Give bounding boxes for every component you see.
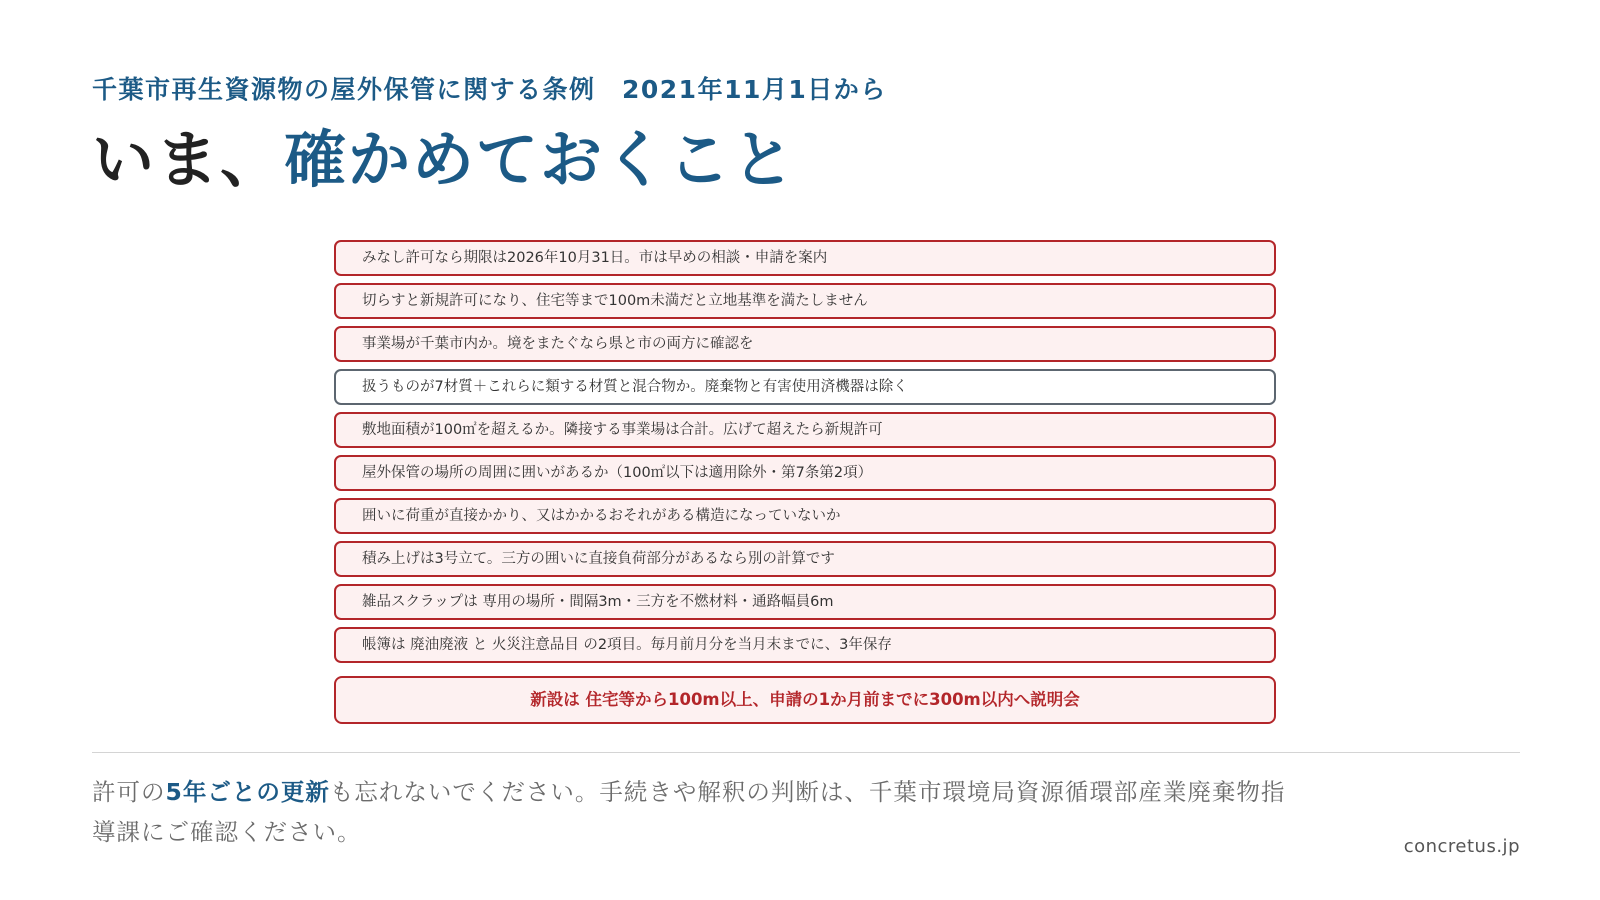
checklist-item: 屋外保管の場所の周囲に囲いがあるか（100㎡以下は適用除外・第7条第2項） bbox=[334, 455, 1276, 491]
slide-subtitle: 千葉市再生資源物の屋外保管に関する条例 2021年11月1日から bbox=[92, 75, 887, 104]
title-accent: 確かめておくこと bbox=[284, 123, 797, 196]
checklist-item: 帳簿は 廃油廃液 と 火災注意品目 の2項目。毎月前月分を当月末までに、3年保存 bbox=[334, 627, 1276, 663]
checklist bbox=[334, 240, 1276, 724]
slide-title bbox=[92, 123, 797, 196]
checklist-item: 切らすと新規許可になり、住宅等まで100m未満だと立地基準を満たしません bbox=[334, 283, 1276, 319]
title-prefix: いま、 bbox=[92, 123, 285, 196]
checklist-item: 敷地面積が100㎡を超えるか。隣接する事業場は合計。広げて超えたら新規許可 bbox=[334, 412, 1276, 448]
brand-label: concretus.jp bbox=[1403, 836, 1520, 857]
checklist-item: みなし許可なら期限は2026年10月31日。市は早めの相談・申請を案内 bbox=[334, 240, 1276, 276]
checklist-item: 扱うものが7材質＋これらに類する材質と混合物か。廃棄物と有害使用済機器は除く bbox=[334, 369, 1276, 405]
note-text-before: 許可の bbox=[92, 778, 166, 806]
checklist-item: 事業場が千葉市内か。境をまたぐなら県と市の両方に確認を bbox=[334, 326, 1276, 362]
new-facility-callout: 新設は 住宅等から100m以上、申請の1か月前までに300m以内へ説明会 bbox=[334, 676, 1276, 724]
divider bbox=[92, 752, 1520, 753]
footer-note bbox=[92, 772, 1292, 852]
checklist-item: 囲いに荷重が直接かかり、又はかかるおそれがある構造になっていないか bbox=[334, 498, 1276, 534]
note-highlight: 5年ごとの更新 bbox=[165, 778, 330, 806]
checklist-item: 雑品スクラップは 専用の場所・間隔3m・三方を不燃材料・通路幅員6m bbox=[334, 584, 1276, 620]
note-text-after: も忘れないでください。手続きや解釈の判断は、千葉市環境局資源循環部産業廃棄物指導課にご確認ください。 bbox=[92, 778, 1286, 846]
checklist-item: 積み上げは3号立て。三方の囲いに直接負荷部分があるなら別の計算です bbox=[334, 541, 1276, 577]
